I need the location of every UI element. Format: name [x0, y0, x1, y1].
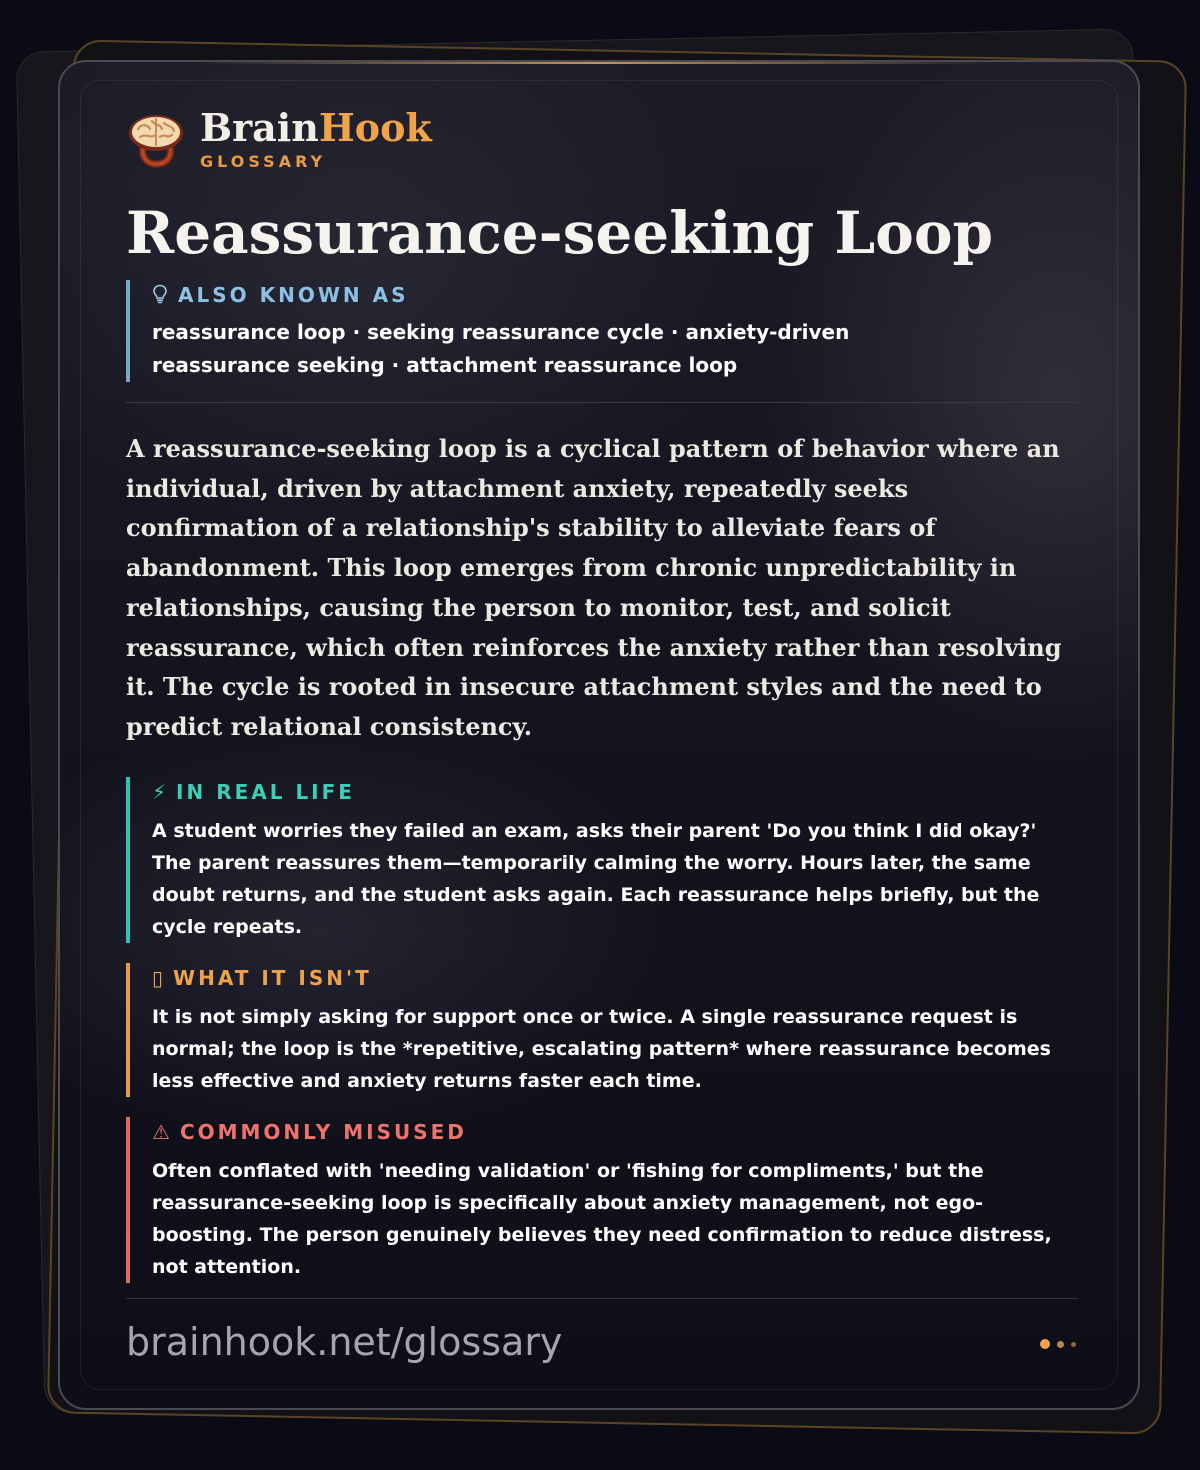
commonly-misused-section	[126, 1117, 1078, 1283]
also-known-as-label: ALSO KNOWN AS	[178, 283, 409, 307]
dot-indicator-active	[1040, 1339, 1050, 1349]
commonly-misused-label: COMMONLY MISUSED	[179, 1119, 467, 1144]
commonly-misused-heading	[152, 1117, 1078, 1147]
in-real-life-section	[126, 777, 1078, 943]
what-it-isnt-heading	[152, 963, 1078, 993]
also-known-as-section	[126, 280, 1078, 382]
commonly-misused-body: Often conflated with 'needing validation' or 'fishing for compliments,' but the reassurance-seeking loop is specifically about anxiety management, not ego-boosting. The person genuinely believes they need confirmation to reduce distress, not attention.	[152, 1159, 1052, 1278]
dot-indicator	[1057, 1341, 1064, 1348]
pagination-dots	[1040, 1339, 1083, 1349]
in-real-life-body: A student worries they failed an exam, asks their parent 'Do you think I did okay?' The parent reassures them—temporarily calming the worry. Hours later, the same doubt returns, and the student asks again. Each reassurance helps briefly, but the cycle repeats.	[152, 819, 1040, 938]
footer-url: brainhook.net/glossary	[126, 1320, 563, 1364]
placeholder-glyph-icon: ▯	[152, 965, 164, 990]
also-known-as-terms: reassurance loop · seeking reassurance cycle · anxiety-driven reassurance seeking · attachment reassurance loop	[152, 320, 850, 377]
also-known-as-heading	[152, 280, 1078, 310]
brand-header	[126, 104, 1078, 174]
term-title: Reassurance-seeking Loop	[126, 199, 994, 267]
brain-hook-icon	[126, 109, 186, 169]
what-it-isnt-label: WHAT IT ISN'T	[173, 965, 372, 990]
brand-text	[200, 104, 432, 171]
footer-divider	[126, 1298, 1078, 1299]
what-it-isnt-section	[126, 963, 1078, 1097]
card-top-highlight	[200, 62, 998, 64]
lightbulb-icon	[152, 284, 168, 304]
term-definition: A reassurance-seeking loop is a cyclical pattern of behavior where an individual, driven by attachment anxiety, repeatedly seeks confirmation of a relationship's stability to alleviate fears of abandonment. This loop emerges from chronic unpredictability in relationships, causing the person to monitor, test, and solicit reassurance, which often reinforces the anxiety rather than resolving it. The cycle is rooted in insecure attachment styles and the need to predict relational consistency.	[126, 434, 1062, 741]
brand-subtitle: GLOSSARY	[200, 151, 327, 171]
dot-indicator	[1071, 1342, 1076, 1347]
card-content	[126, 104, 1078, 1283]
warning-icon: ⚠	[152, 1119, 170, 1144]
in-real-life-label: IN REAL LIFE	[176, 779, 355, 804]
lightning-icon: ⚡	[152, 779, 167, 804]
brand-name-hook: Hook	[318, 104, 432, 150]
section-divider	[126, 402, 1078, 403]
in-real-life-heading	[152, 777, 1078, 807]
brand-name-brain: Brain	[200, 104, 319, 150]
what-it-isnt-body: It is not simply asking for support once or twice. A single reassurance request is normal; the loop is the *repetitive, escalating pattern* where reassurance becomes less effective and anxiety returns faster each time.	[152, 1005, 1051, 1092]
brand-name	[200, 104, 432, 150]
glossary-card	[58, 60, 1140, 1410]
